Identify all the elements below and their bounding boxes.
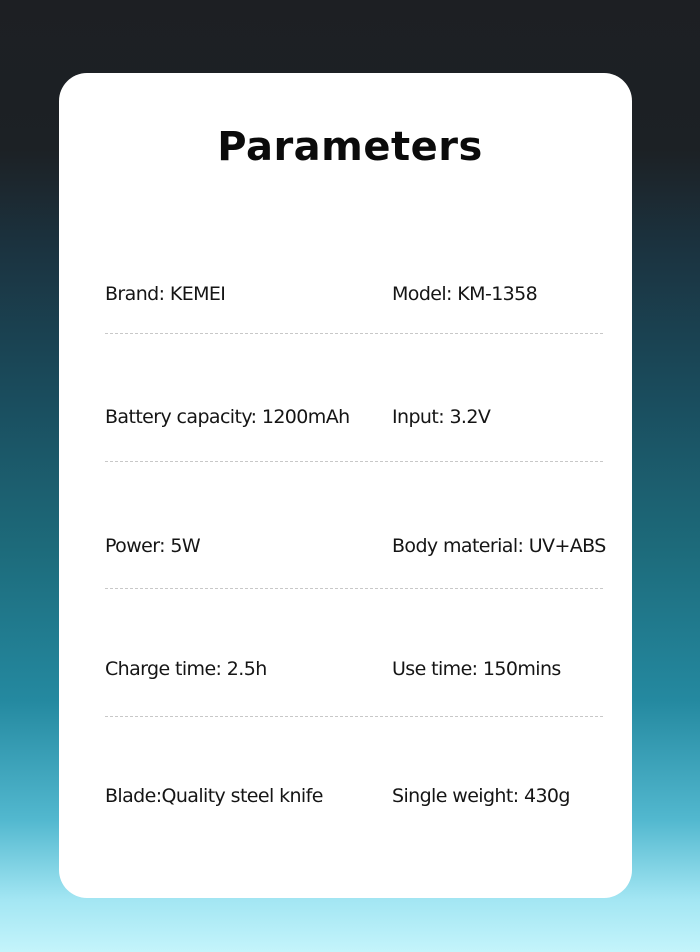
page-title: Parameters	[217, 124, 483, 170]
parameters-card	[59, 73, 632, 898]
row-divider	[105, 716, 603, 717]
param-power: Power: 5W	[105, 535, 201, 557]
row-divider	[105, 461, 603, 462]
param-charge-time: Charge time: 2.5h	[105, 658, 267, 680]
param-single-weight: Single weight: 430g	[392, 785, 570, 807]
param-brand: Brand: KEMEI	[105, 283, 226, 305]
param-use-time: Use time: 150mins	[392, 658, 561, 680]
param-input: Input: 3.2V	[392, 406, 491, 428]
row-divider	[105, 588, 603, 589]
param-model: Model: KM-1358	[392, 283, 538, 305]
param-blade: Blade:Quality steel knife	[105, 785, 323, 807]
param-battery-capacity: Battery capacity: 1200mAh	[105, 406, 350, 428]
row-divider	[105, 333, 603, 334]
param-body-material: Body material: UV+ABS	[392, 535, 606, 557]
